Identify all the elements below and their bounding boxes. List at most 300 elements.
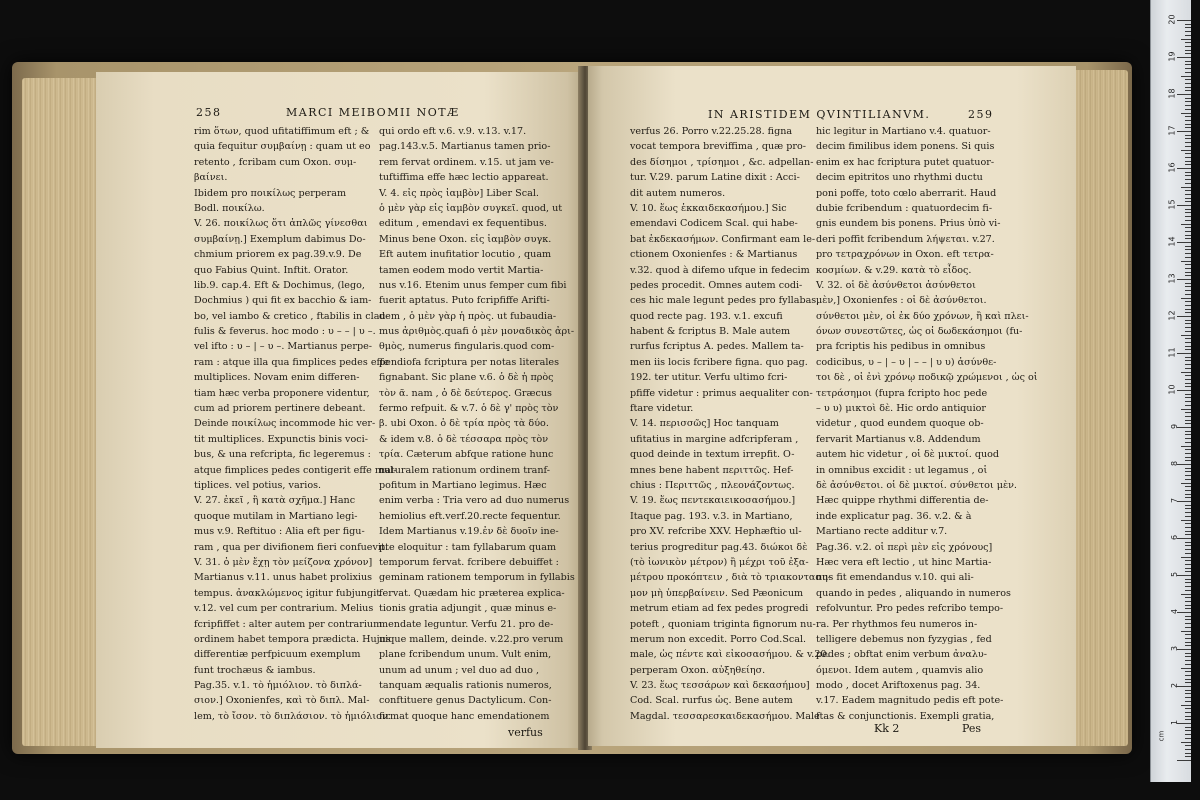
text-line: Pag.36. v.2. οἱ περὶ μὲν εἰς χρόνους]	[816, 541, 993, 553]
ruler-tick	[1185, 738, 1191, 739]
text-line: quia fequitur συμβαίνῃ : quam ut eo	[194, 141, 371, 153]
ruler-tick	[1185, 257, 1191, 258]
ruler-tick	[1185, 294, 1191, 295]
text-line: ftas & conjunctionis. Exempli gratia,	[816, 710, 995, 722]
text-line: V. 26. ποικίλως ὅτι ἁπλῶς γίνεσθαι	[194, 218, 368, 230]
ruler-tick	[1185, 394, 1191, 395]
ruler-tick	[1185, 135, 1191, 136]
ruler-tick	[1181, 742, 1191, 743]
text-line: Dochmius ) qui fit ex bacchio & iam-	[194, 295, 372, 307]
ruler-tick	[1185, 320, 1191, 321]
ruler-tick	[1185, 616, 1191, 617]
ruler-tick	[1185, 490, 1191, 491]
text-line: quod recte pag. 193. v.1. excufi	[630, 310, 783, 322]
ruler-tick	[1185, 42, 1191, 43]
text-line: ces hic male legunt pedes pro fyllabas,	[630, 295, 820, 307]
text-line: β. ubi Oxon. ὁ δὲ τρία πρὸς τὰ δύο.	[379, 418, 549, 430]
text-line: μὲν,] Oxonienfes : οἱ δὲ ἀσύνθετοι.	[816, 295, 987, 307]
ruler-tick	[1177, 686, 1191, 687]
ruler-tick	[1185, 231, 1191, 232]
ruler-tick	[1185, 301, 1191, 302]
ruler-number: 5	[1169, 571, 1179, 578]
text-line: differentiæ perfpicuum exemplum	[194, 649, 361, 661]
ruler-tick	[1185, 101, 1191, 102]
left-page-column-2	[379, 124, 575, 724]
text-line: quo Fabius Quint. Inftit. Orator.	[194, 264, 349, 276]
ruler-tick	[1185, 468, 1191, 469]
text-line: chmium priorem ex pag.39.v.9. De	[194, 249, 362, 261]
ruler-tick	[1185, 560, 1191, 561]
text-line: Eft autem inufitatior locutio , quam	[379, 249, 552, 261]
text-line: metrum etiam ad fex pedes progredi	[630, 603, 809, 615]
text-line: chius : Περιττῶς , πλεονάζοντως.	[630, 479, 795, 491]
ruler-tick	[1185, 716, 1191, 717]
text-line: V. 23. ἕως τεσσάρων καὶ δεκασήμου]	[630, 680, 810, 692]
text-line: Minus bene Oxon. εἰς ἰαμβὸν συγκ.	[379, 233, 552, 245]
ruler-tick	[1185, 327, 1191, 328]
text-line: inde explicatur pag. 36. v.2. & à	[816, 510, 972, 522]
ruler-tick	[1185, 457, 1191, 458]
text-line: tiplices. vel potius, varios.	[194, 479, 322, 491]
text-line: unum ad unum ; vel duo ad duo ,	[379, 664, 540, 676]
ruler-number: 11	[1167, 347, 1177, 358]
text-line: in omnibus excidit : ut legamus , οἱ	[816, 464, 988, 476]
ruler-tick	[1185, 545, 1191, 546]
text-line: Cod. Scal. rurfus ὡς. Bene autem	[630, 695, 793, 707]
ruler-tick	[1185, 682, 1191, 683]
ruler-tick	[1177, 501, 1191, 502]
text-line: βαίνει.	[194, 172, 228, 184]
text-line: firmat quoque hanc emendationem	[379, 710, 550, 722]
ruler-tick	[1185, 360, 1191, 361]
ruler-tick	[1185, 405, 1191, 406]
ruler-tick	[1185, 198, 1191, 199]
ruler-tick	[1185, 109, 1191, 110]
ruler-tick	[1185, 730, 1191, 731]
ruler-tick	[1177, 316, 1191, 317]
text-line: σιον.] Oxonienfes, καὶ τὸ διπλ. Mal-	[194, 695, 370, 707]
text-line: poteft , quoniam triginta fignorum nu-	[630, 618, 816, 630]
text-line: male, ὡς πέντε καὶ εἰκοσασήμου. & v.20.	[630, 649, 830, 661]
ruler-tick	[1185, 138, 1191, 139]
ruler-tick	[1185, 268, 1191, 269]
text-line: mus v.9. Reftituo : Alia eft per figu-	[194, 526, 365, 538]
ruler-tick	[1177, 20, 1191, 21]
text-line: ὁ μὲν γὰρ εἰς ἰαμβὸν συγκεῖ. quod, ut	[379, 202, 563, 214]
ruler-tick	[1177, 57, 1191, 58]
ruler-tick	[1181, 335, 1191, 336]
text-line: fervarit Martianus v.8. Addendum	[816, 433, 981, 445]
ruler-tick	[1185, 542, 1191, 543]
text-line: vel ifto : υ – | – υ –. Martianus perpe-	[194, 341, 372, 353]
ruler-tick	[1177, 353, 1191, 354]
ruler-tick	[1185, 608, 1191, 609]
text-line: dit autem numeros.	[630, 187, 726, 199]
right-page-column-1	[630, 124, 831, 724]
ruler-tick	[1185, 31, 1191, 32]
ruler-tick	[1181, 668, 1191, 669]
ruler-tick	[1177, 168, 1191, 169]
text-line: autem hic videtur , οἱ δὲ μικτοί. quod	[816, 449, 1000, 461]
ruler-number: 12	[1167, 310, 1177, 321]
ruler-tick	[1181, 76, 1191, 77]
ruler-tick	[1181, 39, 1191, 40]
text-line: emendavi Codicem Scal. qui habe-	[630, 218, 798, 230]
ruler-tick	[1185, 290, 1191, 291]
ruler-tick	[1185, 564, 1191, 565]
ruler-tick	[1185, 431, 1191, 432]
ruler-tick	[1185, 253, 1191, 254]
ruler-tick	[1185, 98, 1191, 99]
ruler-tick	[1185, 386, 1191, 387]
ruler-number: 8	[1169, 460, 1179, 467]
text-line: decim fimilibus idem ponens. Si quis	[816, 141, 995, 153]
ruler-tick	[1185, 127, 1191, 128]
ruler-tick	[1185, 83, 1191, 84]
ruler-tick	[1185, 364, 1191, 365]
ruler-tick	[1185, 346, 1191, 347]
ruler-tick	[1185, 497, 1191, 498]
ruler-tick	[1177, 94, 1191, 95]
text-line: pendiofa fcriptura per notas literales	[379, 356, 560, 368]
text-line: tiam hæc verba proponere videntur,	[194, 387, 370, 399]
text-line: 192. ter utitur. Verfu ultimo fcri-	[630, 372, 788, 384]
ruler-tick	[1185, 142, 1191, 143]
text-line: θμὸς, numerus fingularis.quod com-	[379, 341, 555, 353]
text-line: συμβαίνῃ.] Exemplum dabimus Do-	[194, 233, 366, 245]
text-line: dem , ὁ μὲν γὰρ ἡ πρὸς. ut fubaudia-	[379, 310, 557, 322]
text-line: V. 27. ἐκεῖ , ἢ κατὰ σχῆμα.] Hanc	[194, 495, 356, 507]
text-line: tur. V.29. parum Latine dixit : Acci-	[630, 172, 800, 184]
text-line: quod deinde in textum irrepfit. O-	[630, 449, 795, 461]
ruler-tick	[1177, 205, 1191, 206]
text-line: retento , fcribam cum Oxon. συμ-	[194, 156, 357, 168]
ruler-tick	[1185, 745, 1191, 746]
ruler-tick	[1185, 264, 1191, 265]
text-line: merum non excedit. Porro Cod.Scal.	[630, 633, 807, 645]
text-line: pte eloquitur : tam fyllabarum quam	[379, 541, 557, 553]
ruler-tick	[1185, 508, 1191, 509]
text-line: refolvuntur. Pro pedes refcribo tempo-	[816, 603, 1004, 615]
ruler-tick	[1185, 675, 1191, 676]
ruler-tick	[1185, 601, 1191, 602]
ruler-number: 16	[1167, 162, 1177, 173]
ruler-tick	[1185, 164, 1191, 165]
text-line: fuerit aptatus. Puto fcripfiffe Arifti-	[379, 295, 550, 307]
text-line: pedes procedit. Omnes autem codi-	[630, 279, 803, 291]
ruler-tick	[1185, 24, 1191, 25]
ruler-number: 17	[1167, 125, 1177, 136]
text-line: Pag.35. v.1. τὸ ἡμιόλιον. τὸ διπλά-	[194, 680, 362, 692]
text-line: όμενοι. Idem autem , quamvis alio	[816, 664, 984, 676]
ruler-tick	[1185, 246, 1191, 247]
left-running-head: MARCI MEIBOMII NOTÆ	[286, 106, 460, 119]
ruler-tick	[1185, 523, 1191, 524]
ruler-tick	[1181, 705, 1191, 706]
ruler-tick	[1185, 749, 1191, 750]
ruler-number: 9	[1169, 423, 1179, 430]
text-line: κοσμίων. & v.29. κατὰ τὸ εἶδος.	[816, 264, 972, 276]
text-line: qui ordo eft v.6. v.9. v.13. v.17.	[379, 126, 527, 137]
ruler-tick	[1185, 619, 1191, 620]
ruler-tick	[1185, 383, 1191, 384]
text-line: μέτρου προκόπτειν , διὰ τὸ τριακονταση-	[630, 572, 831, 584]
ruler-tick	[1185, 712, 1191, 713]
text-line: modo , docet Ariftoxenus pag. 34.	[816, 680, 981, 692]
text-line: lib.9. cap.4. Eft & Dochimus, (lego,	[194, 279, 365, 291]
text-line: temporum fervat. fcribere debuiffet :	[379, 556, 559, 568]
ruler-tick	[1185, 579, 1191, 580]
text-line: tanquam æqualis rationis numeros,	[379, 680, 552, 692]
ruler-tick	[1185, 212, 1191, 213]
ruler-tick	[1185, 756, 1191, 757]
ruler-tick	[1185, 708, 1191, 709]
ruler-tick	[1185, 586, 1191, 587]
text-line: V. 19. ἕως πεντεκαιεικοσασήμου.]	[630, 495, 796, 507]
text-line: v.12. vel cum per contrarium. Melius	[194, 603, 374, 615]
ruler-tick	[1181, 372, 1191, 373]
ruler-number: 3	[1169, 645, 1179, 652]
ruler-tick	[1185, 527, 1191, 528]
ruler-tick	[1185, 249, 1191, 250]
text-line: Magdal. τεσσαρεσκαιδεκασήμου. Male	[630, 710, 820, 722]
ruler-tick	[1185, 471, 1191, 472]
text-line: des δίσημοι , τρίσημοι , &c. adpellan-	[630, 156, 814, 168]
ruler-number: 4	[1169, 608, 1179, 615]
ruler-tick	[1185, 209, 1191, 210]
ruler-tick	[1185, 486, 1191, 487]
ruler-tick	[1185, 438, 1191, 439]
text-line: ufitatius in margine adfcripferam ,	[630, 433, 799, 445]
ruler-tick	[1185, 638, 1191, 639]
text-line: σύνθετοι μὲν, οἱ ἐκ δύο χρόνων, ἢ καὶ πλει-	[816, 310, 1029, 322]
ruler-tick	[1185, 227, 1191, 228]
right-catchword: Pes	[962, 722, 982, 735]
text-line: δὲ ἀσύνθετοι. οἱ δὲ μικτοί. σύνθετοι μὲν.	[816, 479, 1017, 491]
ruler-tick	[1185, 64, 1191, 65]
ruler-tick	[1185, 87, 1191, 88]
measurement-ruler	[1150, 0, 1191, 782]
text-line: Hæc quippe rhythmi differentia de-	[816, 495, 989, 507]
ruler-tick	[1185, 549, 1191, 550]
ruler-tick	[1185, 120, 1191, 121]
ruler-tick	[1185, 623, 1191, 624]
text-line: ordinem habet tempora prædicta. Hujus	[194, 633, 391, 645]
text-line: τετράσημοι (fupra fcripto hoc pede	[816, 387, 988, 399]
ruler-tick	[1185, 272, 1191, 273]
ruler-tick	[1185, 50, 1191, 51]
ruler-tick	[1185, 642, 1191, 643]
ruler-tick	[1185, 701, 1191, 702]
text-line: atque fimplices pedes contigerit effe mul-	[194, 464, 397, 476]
left-catchword: verfus	[508, 726, 543, 739]
text-line: tuftiffima effe hæc lectio appareat.	[379, 172, 549, 184]
ruler-tick	[1185, 727, 1191, 728]
text-line: hemiolius eft.verf.20.recte fequentur.	[379, 510, 561, 522]
ruler-number: 7	[1169, 497, 1179, 504]
text-line: τοι δὲ , οἱ ἐνὶ χρόνῳ ποδικῷ χρώμενοι , ὡς οἱ	[816, 372, 1038, 384]
ruler-tick	[1185, 553, 1191, 554]
text-line: Martianus v.11. unus habet prolixius	[194, 572, 373, 584]
ruler-tick	[1185, 146, 1191, 147]
text-line: bus, & una refcripta, fic legeremus :	[194, 449, 371, 461]
text-line: geminam rationem temporum in fyllabis	[379, 572, 575, 584]
text-line: codicibus, υ – | – υ | – – | υ υ) ἀσύνθε-	[816, 356, 997, 368]
ruler-tick	[1177, 612, 1191, 613]
ruler-tick	[1185, 216, 1191, 217]
text-line: mendate leguntur. Verfu 21. pro de-	[379, 618, 554, 630]
text-line: plane fcribendum unum. Vult enim,	[379, 649, 552, 661]
text-line: conftituere genus Dactylicum. Con-	[379, 695, 552, 707]
text-line: tit multiplices. Expunctis binis voci-	[194, 433, 368, 445]
ruler-tick	[1185, 412, 1191, 413]
text-line: Martiano recte additur v.7.	[816, 526, 948, 538]
text-line: decim epitritos uno rhythmi ductu	[816, 172, 983, 184]
ruler-tick	[1185, 568, 1191, 569]
text-line: ram : atque illa qua fimplices pedes effe	[194, 356, 389, 368]
ruler-tick	[1185, 275, 1191, 276]
ruler-tick	[1185, 61, 1191, 62]
ruler-number: 13	[1167, 273, 1177, 284]
text-line: V. 10. ἕως ἑκκαιδεκασήμου.] Sic	[630, 202, 787, 214]
ruler-tick	[1181, 298, 1191, 299]
ruler-tick	[1185, 238, 1191, 239]
text-line: Idem Martianus v.19.ἐν δὲ δυοῖν ine-	[379, 526, 559, 538]
text-line: Bodl. ποικίλω.	[194, 202, 265, 214]
text-line: men iis locis fcribere figna. quo pag.	[630, 356, 808, 368]
ruler-tick	[1185, 423, 1191, 424]
page-edges-left	[22, 78, 102, 746]
ruler-tick	[1185, 53, 1191, 54]
text-line: fulis & feverus. hoc modo : υ – – | υ –.	[194, 326, 376, 338]
text-line: pedes ; obftat enim verbum ἀναλυ-	[816, 649, 988, 661]
ruler-tick	[1185, 679, 1191, 680]
text-line: dubie fcribendum : quatuordecim fi-	[816, 202, 993, 214]
ruler-tick	[1185, 634, 1191, 635]
ruler-tick	[1185, 79, 1191, 80]
text-line: enim ex hac fcriptura putet quatuor-	[816, 156, 995, 168]
ruler-tick	[1185, 331, 1191, 332]
text-line: poni poffe, toto cœlo aberrarit. Haud	[816, 187, 997, 199]
text-line: pro XV. refcribe XXV. Hephæftio ul-	[630, 526, 802, 538]
text-line: όνων συνεστῶτες, ὡς οἱ δωδεκάσημοι (fu-	[816, 326, 1023, 338]
text-line: tempus. ἀνακλώμενος igitur fubjungit	[194, 587, 381, 599]
ruler-tick	[1185, 627, 1191, 628]
text-line: Ibidem pro ποικίλως perperam	[194, 187, 347, 199]
ruler-tick	[1181, 187, 1191, 188]
text-line: rurfus fcriptus A. pedes. Mallem ta-	[630, 341, 804, 353]
ruler-tick	[1185, 453, 1191, 454]
left-page-column-1	[194, 124, 397, 724]
text-line: μον μὴ ὑπερβαίνειν. Sed Pæonicum	[630, 587, 804, 599]
ruler-tick	[1185, 582, 1191, 583]
ruler-number: 2	[1169, 682, 1179, 689]
ruler-tick	[1181, 261, 1191, 262]
ruler-tick	[1185, 161, 1191, 162]
ruler-tick	[1177, 464, 1191, 465]
ruler-tick	[1185, 416, 1191, 417]
ruler-tick	[1177, 427, 1191, 428]
text-line: fignabant. Sic plane v.6. ὁ δὲ ἡ πρὸς	[379, 372, 554, 384]
text-line: pfiffe videtur : primus aequaliter con-	[630, 387, 813, 399]
ruler-tick	[1185, 338, 1191, 339]
right-running-head: IN ARISTIDEM QVINTILIANVM.	[708, 108, 931, 121]
ruler-tick	[1177, 538, 1191, 539]
ruler-tick	[1185, 479, 1191, 480]
text-line: tionis gratia adjungit , quæ minus e-	[379, 603, 557, 615]
text-line: funt trochæus & iambus.	[194, 664, 316, 676]
ruler-tick	[1185, 105, 1191, 106]
text-line: fcripfiffet : alter autem per contrarium	[194, 618, 383, 630]
ruler-tick	[1185, 664, 1191, 665]
text-line: Deinde ποικίλως incommode hic ver-	[194, 418, 376, 430]
text-line: videtur , quod eundem quoque ob-	[816, 418, 984, 430]
text-line: ram , qua per divifionem fieri confuevit.	[194, 541, 388, 553]
ruler-tick	[1185, 693, 1191, 694]
ruler-tick	[1185, 401, 1191, 402]
ruler-tick	[1185, 201, 1191, 202]
ruler-number: 15	[1167, 199, 1177, 210]
ruler-unit-label: cm	[1157, 730, 1166, 742]
ruler-tick	[1185, 323, 1191, 324]
ruler-tick	[1185, 719, 1191, 720]
ruler-tick	[1185, 671, 1191, 672]
ruler-tick	[1185, 46, 1191, 47]
ruler-tick	[1177, 242, 1191, 243]
ruler-tick	[1185, 175, 1191, 176]
ruler-tick	[1185, 194, 1191, 195]
ruler-tick	[1181, 446, 1191, 447]
ruler-tick	[1185, 605, 1191, 606]
text-line: (τὸ ἰωνικὸν μέτρον) ἢ μέχρι τοῦ ἐξα-	[630, 556, 809, 568]
ruler-tick	[1185, 571, 1191, 572]
ruler-tick	[1177, 131, 1191, 132]
ruler-tick	[1181, 594, 1191, 595]
ruler-tick	[1185, 172, 1191, 173]
ruler-tick	[1181, 520, 1191, 521]
ruler-tick	[1185, 656, 1191, 657]
ruler-tick	[1185, 368, 1191, 369]
ruler-tick	[1185, 512, 1191, 513]
left-page-number: 258	[196, 106, 222, 119]
ruler-tick	[1177, 390, 1191, 391]
ruler-tick	[1185, 494, 1191, 495]
ruler-tick	[1177, 760, 1191, 761]
text-line: telligere debemus non fyzygias , fed	[816, 633, 992, 645]
ruler-tick	[1185, 379, 1191, 380]
ruler-tick	[1185, 753, 1191, 754]
text-line: pofitum in Martiano legimus. Hæc	[379, 479, 547, 491]
ruler-tick	[1177, 649, 1191, 650]
text-line: ra. Per rhythmos feu numeros in-	[816, 618, 978, 630]
text-line: terius progreditur pag.43. διώκοι δὲ	[630, 541, 808, 553]
text-line: nus v.16. Etenim unus femper cum fibi	[379, 279, 567, 291]
text-line: mus ἀριθμὸς.quafi ὁ μὲν μοναδικὸς ἀρι-	[379, 326, 575, 338]
ruler-tick	[1185, 442, 1191, 443]
ruler-tick	[1185, 27, 1191, 28]
page-edges-right	[1072, 70, 1128, 746]
ruler-number: 20	[1167, 14, 1177, 25]
ruler-tick	[1185, 697, 1191, 698]
text-line: naturalem rationum ordinem tranf-	[379, 464, 551, 476]
ruler-tick	[1185, 475, 1191, 476]
text-line: v.32. quod à difemo ufque in fedecim	[630, 264, 810, 276]
ruler-tick	[1185, 183, 1191, 184]
ruler-tick	[1185, 660, 1191, 661]
text-line: fervat. Quædam hic præterea explica-	[379, 587, 565, 599]
ruler-tick	[1185, 157, 1191, 158]
ruler-tick	[1181, 224, 1191, 225]
